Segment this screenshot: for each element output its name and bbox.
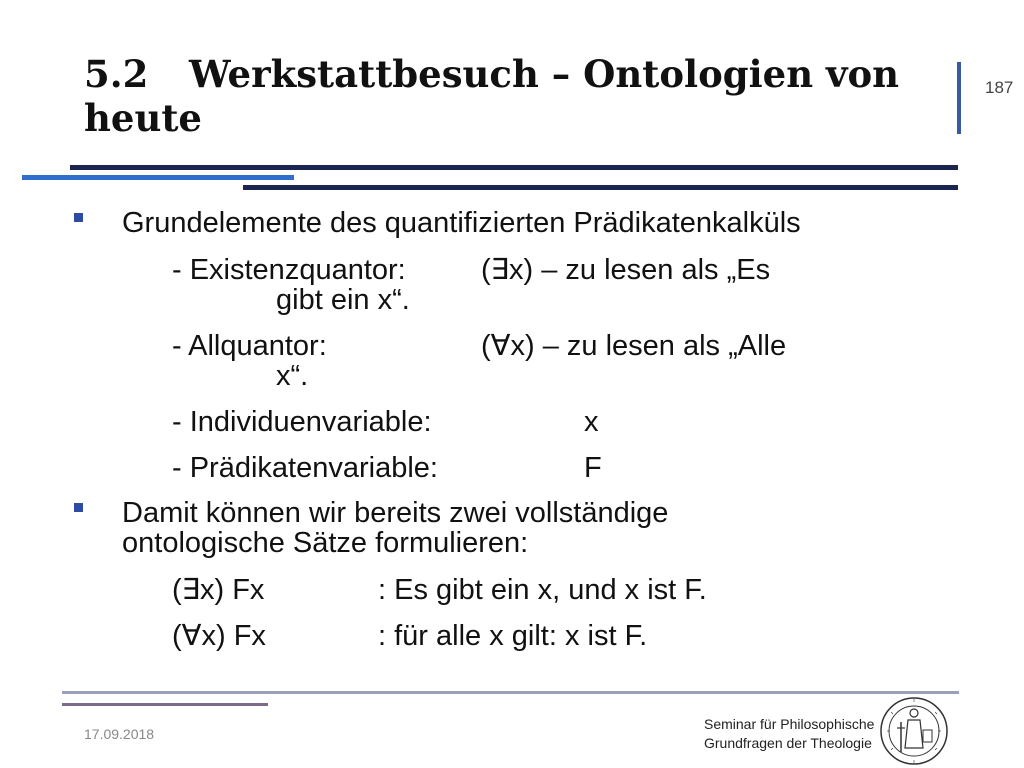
page-number: 187 [985, 78, 1014, 97]
header-rule-top [70, 165, 958, 170]
slide-title [84, 52, 944, 140]
bullet-square-icon [74, 213, 83, 222]
footer-seminar [704, 715, 874, 753]
university-seal-icon [879, 696, 949, 766]
example1-text: : Es gibt ein x, und x ist F. [378, 574, 707, 606]
title-number: 5.2 [84, 52, 149, 96]
header-rule-bottom [243, 185, 958, 190]
footer-rule-accent [62, 703, 268, 706]
example2-formula: (∀x) Fx [172, 620, 266, 652]
example2-text: : für alle x gilt: x ist F. [378, 620, 648, 652]
seminar-line2: Grundfragen der Theologie [704, 735, 872, 751]
all-label: - Allquantor: [172, 330, 327, 362]
header-rule-accent [22, 175, 294, 180]
bullet-square-icon [74, 503, 83, 512]
indiv-label: - Individuenvariable: [172, 406, 432, 438]
all-value-line2: x“. [276, 360, 309, 392]
exist-value-line2: gibt ein x“. [276, 284, 410, 316]
bullet1-heading: Grundelemente des quantifizierten Prädikatenkalküls [122, 207, 801, 239]
bullet2-line2: ontologische Sätze formulieren: [122, 527, 529, 559]
title-vertical-bar [957, 62, 961, 134]
exist-value-line1: (∃x) – zu lesen als „Es [481, 254, 771, 286]
exist-label: - Existenzquantor: [172, 254, 406, 286]
pred-label: - Prädikatenvariable: [172, 452, 438, 484]
all-value-line1: (∀x) – zu lesen als „Alle [481, 330, 787, 362]
indiv-value: x [584, 406, 599, 438]
example1-formula: (∃x) Fx [172, 574, 265, 606]
seminar-line1: Seminar für Philosophische [704, 716, 875, 732]
footer-rule [62, 691, 959, 694]
footer-date: 17.09.2018 [84, 726, 155, 742]
pred-value: F [584, 452, 602, 484]
bullet2-line1: Damit können wir bereits zwei vollständige [122, 497, 669, 529]
title-text: Werkstattbesuch – Ontologien von heute [84, 52, 900, 140]
